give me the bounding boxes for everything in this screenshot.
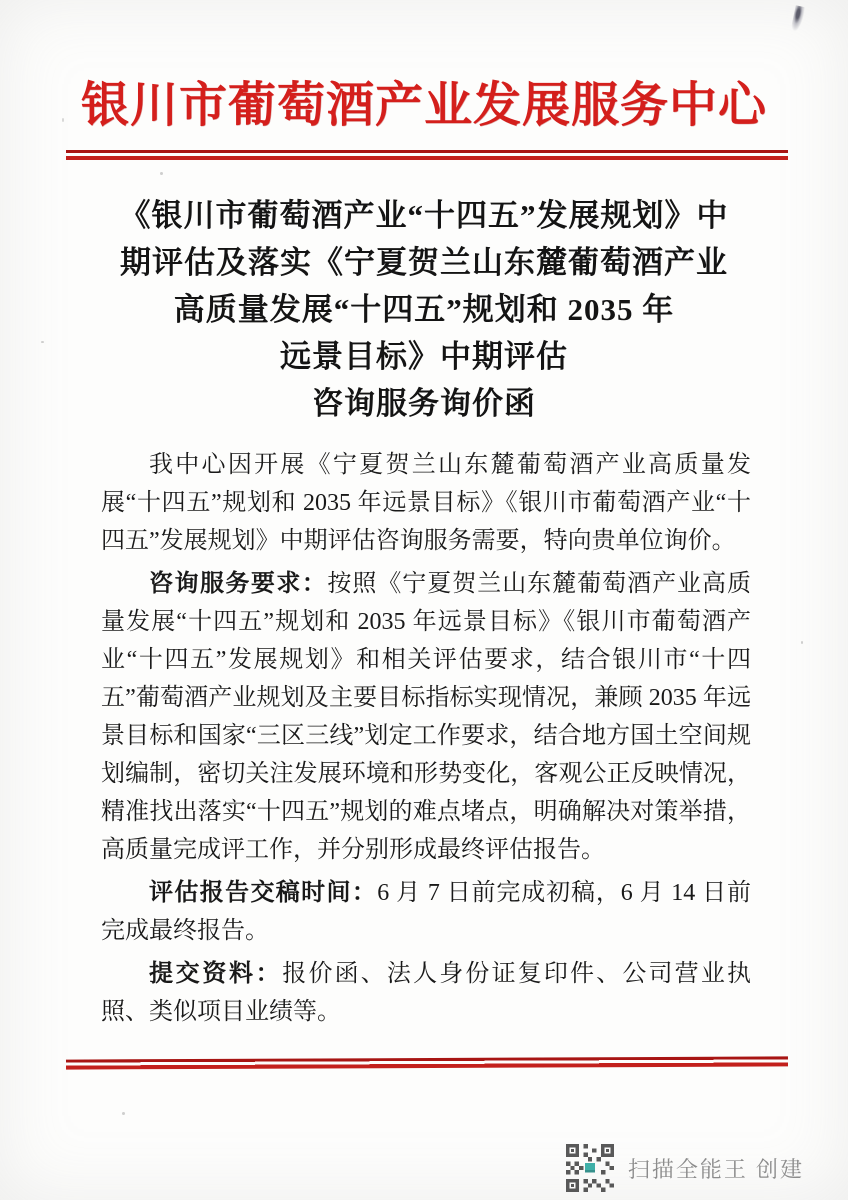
paragraph-service-requirements — [101, 565, 751, 869]
title-line: 期评估及落实《宁夏贺兰山东麓葡萄酒产业 — [120, 245, 728, 280]
paragraph-text: 我中心因开展《宁夏贺兰山东麓葡萄酒产业高质量发展“十四五”规划和 2035 年远景目标》《银川市葡萄酒产业“十四五”发展规划》中期评估咨询服务需要，特向贵单位询价。 — [101, 452, 751, 554]
scanner-watermark — [566, 1144, 804, 1192]
document-title — [60, 192, 788, 427]
paragraph-text: 按照《宁夏贺兰山东麓葡萄酒产业高质量发展“十四五”规划和 2035 年远景目标》《银川市葡萄酒产业“十四五”发展规划》和相关评估要求，结合银川市“十四五”葡萄酒产业规划及主要目标指标实现情况，兼顾 2035 年远景目标和国家“三区三线”划定工作要求，结合地方国土空间规划编制，密切关注发展环境和形势变化，客观公正反映情况，精准找出落实“十四五”规划的难点堵点，明确解决对策举措，高质量完成评工作，并分别形成最终评估报告。 — [101, 571, 752, 863]
scan-speck — [62, 118, 64, 122]
scan-speck — [801, 641, 803, 644]
paragraph-deadline — [101, 874, 751, 950]
paragraph-lead: 提交资料： — [149, 961, 283, 987]
paragraph-lead: 咨询服务要求： — [149, 571, 328, 597]
paragraph-intro — [101, 446, 751, 560]
title-line: 咨询服务询价函 — [312, 386, 536, 421]
scan-smudge — [790, 5, 805, 33]
letter-body — [101, 446, 751, 1036]
paragraph-text: 报价函、法人身份证复印件、公司营业执照、类似项目业绩等。 — [101, 961, 752, 1025]
scan-speck — [122, 1112, 125, 1115]
letterhead-org-name: 银川市葡萄酒产业发展服务中心 — [80, 79, 767, 132]
title-line: 远景目标》中期评估 — [280, 339, 568, 374]
letterhead-divider — [66, 150, 788, 160]
paragraph-required-materials — [101, 955, 751, 1031]
title-line: 高质量发展“十四五”规划和 2035 年 — [173, 292, 675, 327]
paragraph-lead: 评估报告交稿时间： — [149, 880, 378, 906]
scan-speck — [160, 172, 163, 175]
paragraph-text: 6 月 7 日前完成初稿，6 月 14 日前完成最终报告。 — [101, 880, 752, 944]
title-line: 《银川市葡萄酒产业“十四五”发展规划》中 — [119, 198, 729, 233]
qr-code-icon — [566, 1144, 614, 1192]
scan-speck — [41, 341, 44, 343]
footer-divider — [66, 1056, 788, 1069]
scanner-credit-label: 扫描全能王 创建 — [627, 1156, 804, 1182]
